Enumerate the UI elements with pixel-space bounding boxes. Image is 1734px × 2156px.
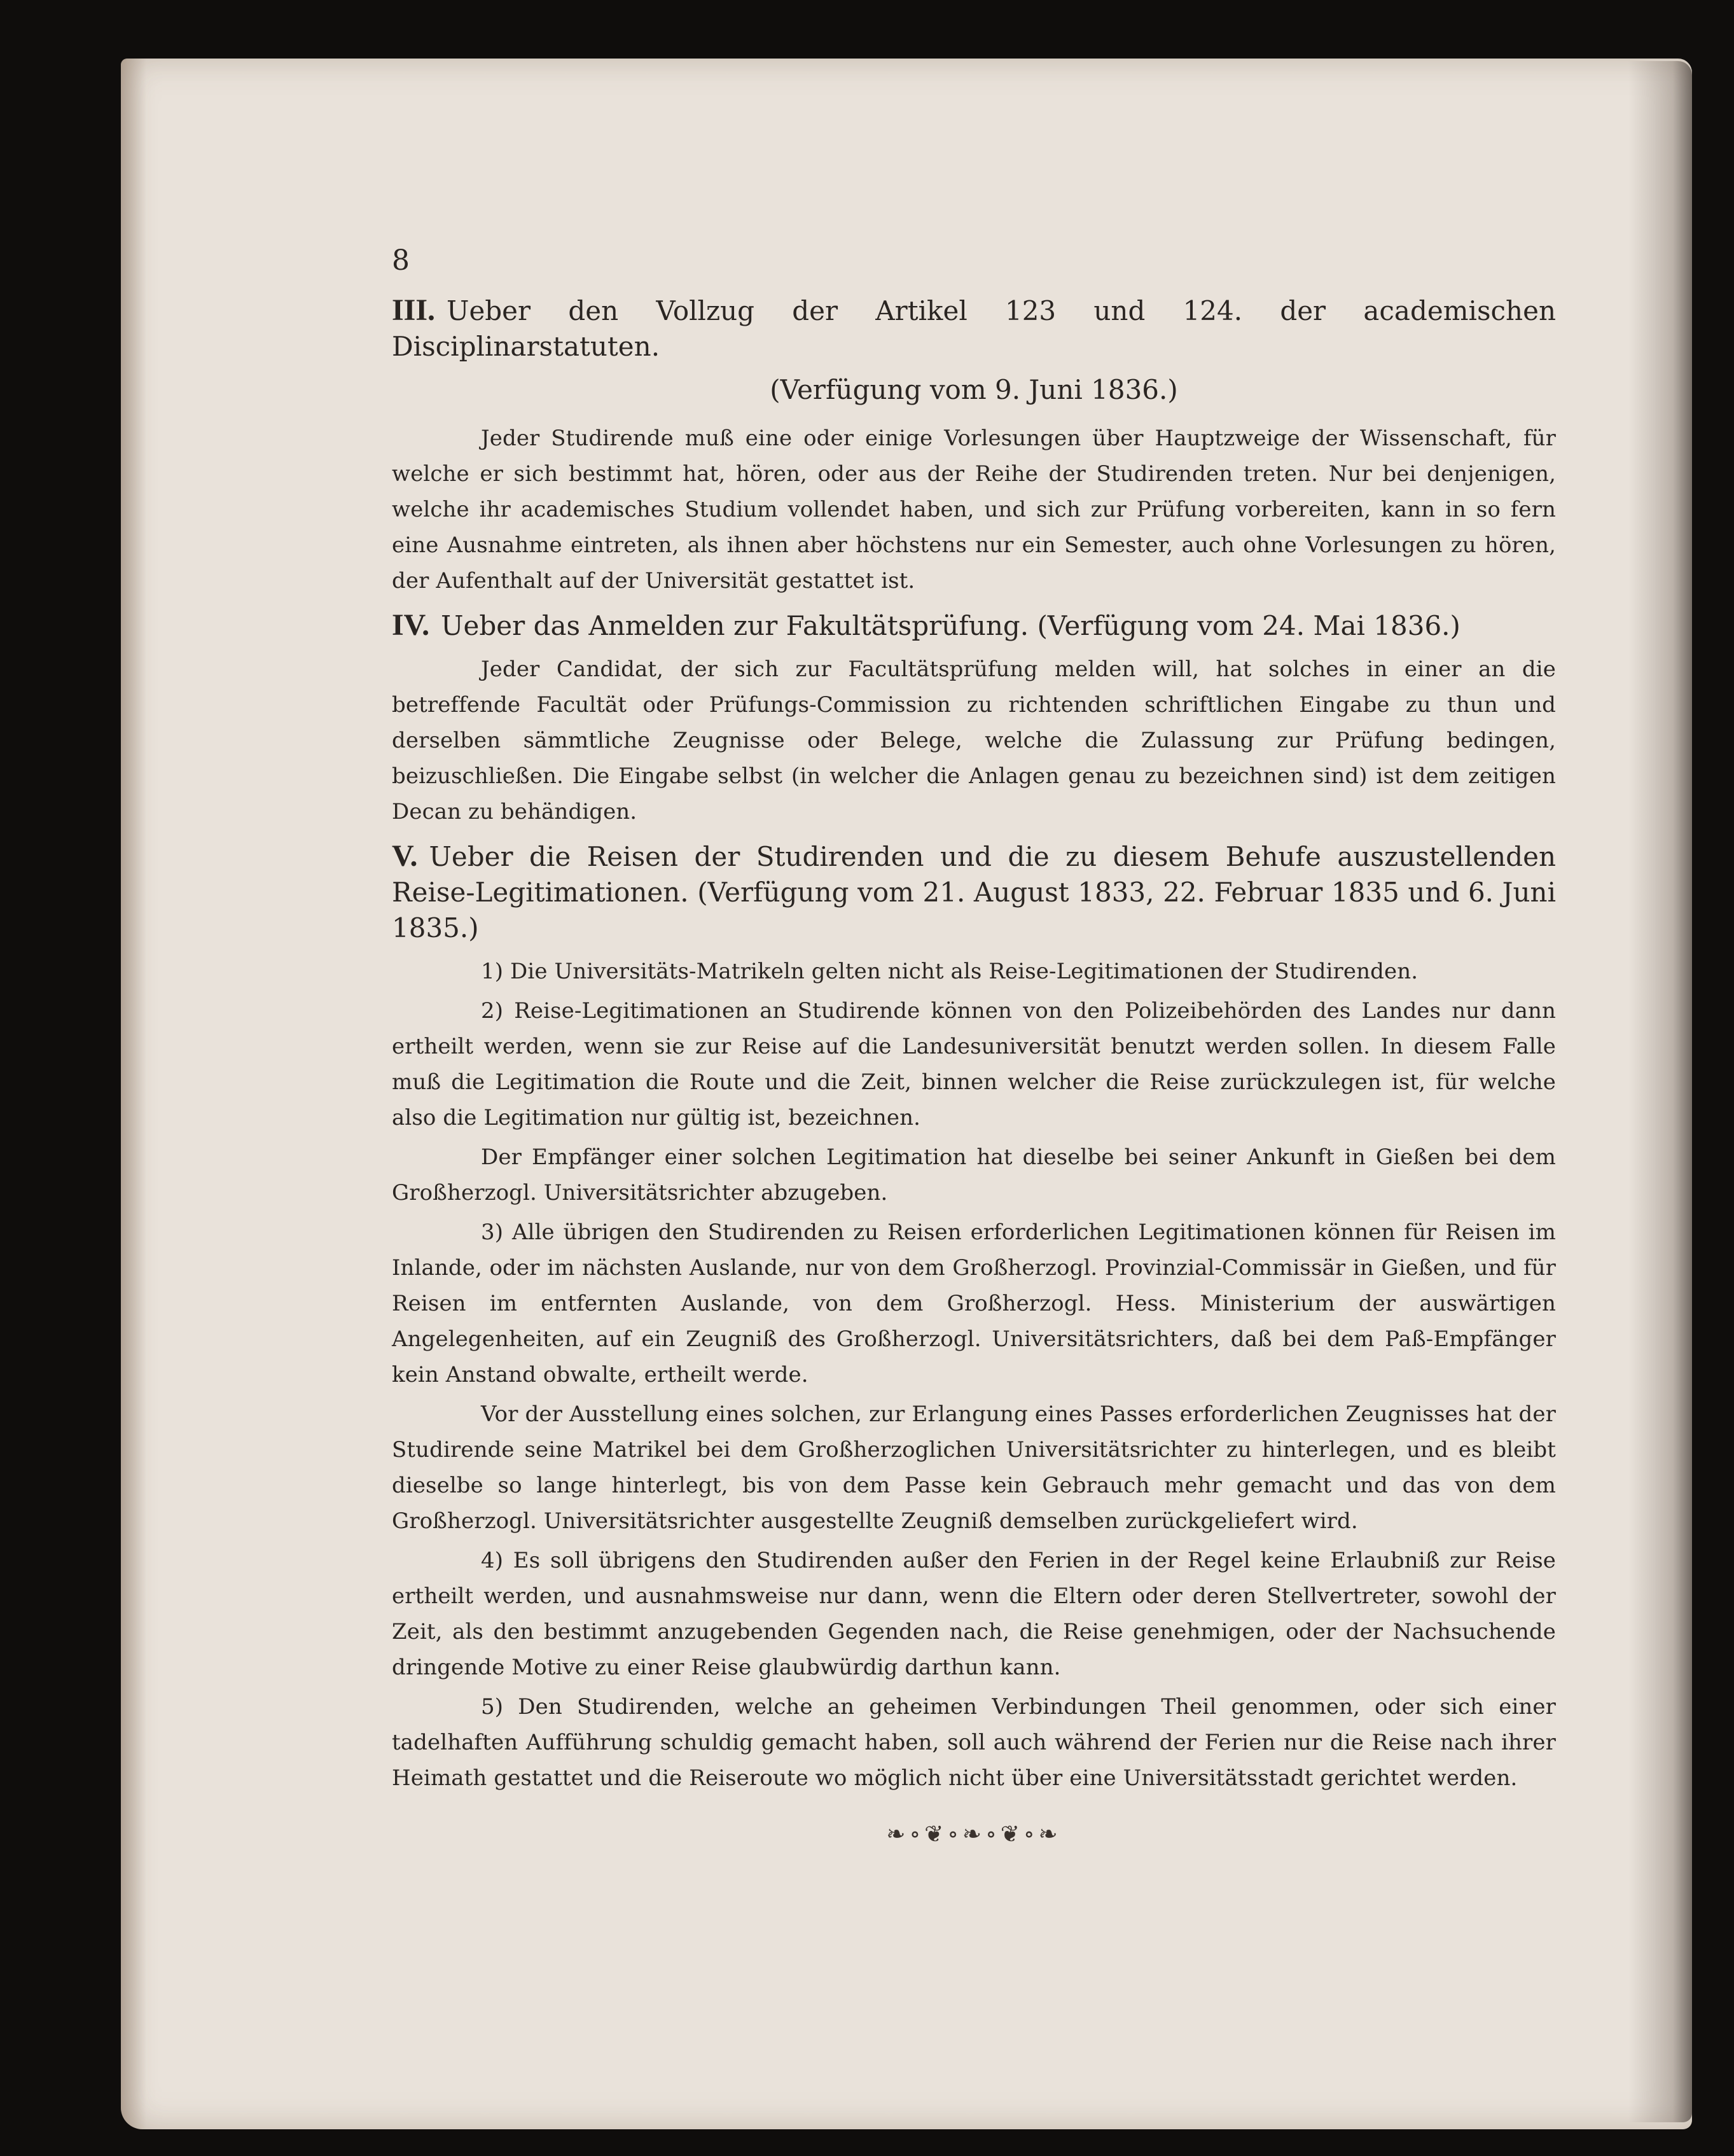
page-binding-shadow	[121, 59, 146, 2129]
paragraph: Der Empfänger einer solchen Legitimation hat dieselbe bei seiner Ankunft in Gießen bei dem Großherzogl. Universitätsrichter abzugeben.	[392, 1144, 1556, 1206]
section-v	[392, 838, 1556, 1796]
section-title: Ueber die Reisen der Studirenden und die zu diesem Behufe auszustellenden Reise-Legitimationen. (Verfügung vom 21. August 1833, 22. Februar 1835 und 6. Juni 1835.)	[392, 841, 1556, 943]
page-text	[392, 242, 1556, 1847]
section-numeral: V.	[392, 839, 418, 873]
paragraph: Vor der Ausstellung eines solchen, zur Erlangung eines Passes erforderlichen Zeugnisses hat der Studirende seine Matrikel bei dem Großherzoglichen Universitätsrichter zu hinterlegen, und es bleibt dieselbe so lange hinterlegt, bis von dem Passe kein Gebrauch mehr gemacht und das von dem Großherzogl. Universitätsrichter ausgestellte Zeugniß demselben zurückgeliefert wird.	[392, 1401, 1556, 1534]
section-title: Ueber den Vollzug der Artikel 123 und 124. der academischen Disciplinarstatuten.	[392, 295, 1556, 362]
page-number: 8	[392, 244, 410, 277]
page-edge-shadow	[1628, 61, 1692, 2122]
section-title: Ueber das Anmelden zur Fakultätsprüfung. (Verfügung vom 24. Mai 1836.)	[441, 610, 1460, 641]
paragraph: Jeder Candidat, der sich zur Facultätsprüfung melden will, hat solches in einer an die betreffende Facultät oder Prüfungs-Commission zu richtenden schriftlichen Eingabe zu thun und derselben sämmtliche Zeugnisse oder Belege, welche die Zulassung zur Prüfung bedingen, beizuschließen. Die Eingabe selbst (in welcher die Anlagen genau zu bezeichnen sind) ist dem zeitigen Decan zu behändigen.	[392, 657, 1556, 824]
section-heading	[392, 608, 1556, 644]
paragraph: 1) Die Universitäts-Matrikeln gelten nicht als Reise-Legitimationen der Studirenden.	[481, 959, 1418, 984]
section-iii	[392, 293, 1556, 599]
paragraph: 2) Reise-Legitimationen an Studirende können von den Polizeibehörden des Landes nur dann ertheilt werden, wenn sie zur Reise auf die Landesuniversität benutzt werden sollen. In diesem Falle muß die Legitimation die Route und die Zeit, binnen welcher die Reise zurückzulegen ist, für welche also die Legitimation nur gültig ist, bezeichnen.	[392, 998, 1556, 1130]
section-numeral: IV.	[392, 608, 430, 642]
paragraph: 4) Es soll übrigens den Studirenden außer den Ferien in der Regel keine Erlaubniß zur Reise ertheilt werden, und ausnahmsweise nur dann, wenn die Eltern oder deren Stellvertreter, sowohl der Zeit, als den bestimmt anzugebenden Gegenden nach, die Reise genehmigen, oder der Nachsuchende dringende Motive zu einer Reise glaubwürdig darthun kann.	[392, 1548, 1556, 1680]
paragraph: 3) Alle übrigen den Studirenden zu Reisen erforderlichen Legitimationen können für Reisen im Inlande, oder im nächsten Auslande, nur von dem Großherzogl. Provinzial-Commissär in Gießen, und für Reisen im entfernten Auslande, von dem Großherzogl. Hess. Ministerium der auswärtigen Angelegenheiten, auf ein Zeugniß des Großherzogl. Universitätsrichters, daß bei dem Paß-Empfänger kein Anstand obwalte, ertheilt werde.	[392, 1220, 1556, 1387]
section-iv	[392, 608, 1556, 830]
ornament-divider-icon: ❧∘❦∘❧∘❦∘❧	[886, 1821, 1062, 1847]
paragraph: 5) Den Studirenden, welche an geheimen Verbindungen Theil genommen, oder sich einer tadelhaften Aufführung schuldig gemacht haben, soll auch während der Ferien nur die Reise nach ihrer Heimath gestattet und die Reiseroute wo möglich nicht über eine Universitätsstadt gerichtet werden.	[392, 1694, 1556, 1791]
section-heading	[392, 838, 1556, 946]
section-decree: (Verfügung vom 9. Juni 1836.)	[770, 374, 1178, 405]
section-numeral: III.	[392, 293, 436, 327]
paragraph: Jeder Studirende muß eine oder einige Vorlesungen über Hauptzweige der Wissenschaft, für welche er sich bestimmt hat, hören, oder aus der Reihe der Studirenden treten. Nur bei denjenigen, welche ihr academisches Studium vollendet haben, und sich zur Prüfung vorbereiten, kann in so fern eine Ausnahme eintreten, als ihnen aber höchstens nur ein Semester, auch ohne Vorlesungen zu hören, der Aufenthalt auf der Universität gestattet ist.	[392, 426, 1556, 594]
section-heading	[392, 293, 1556, 365]
